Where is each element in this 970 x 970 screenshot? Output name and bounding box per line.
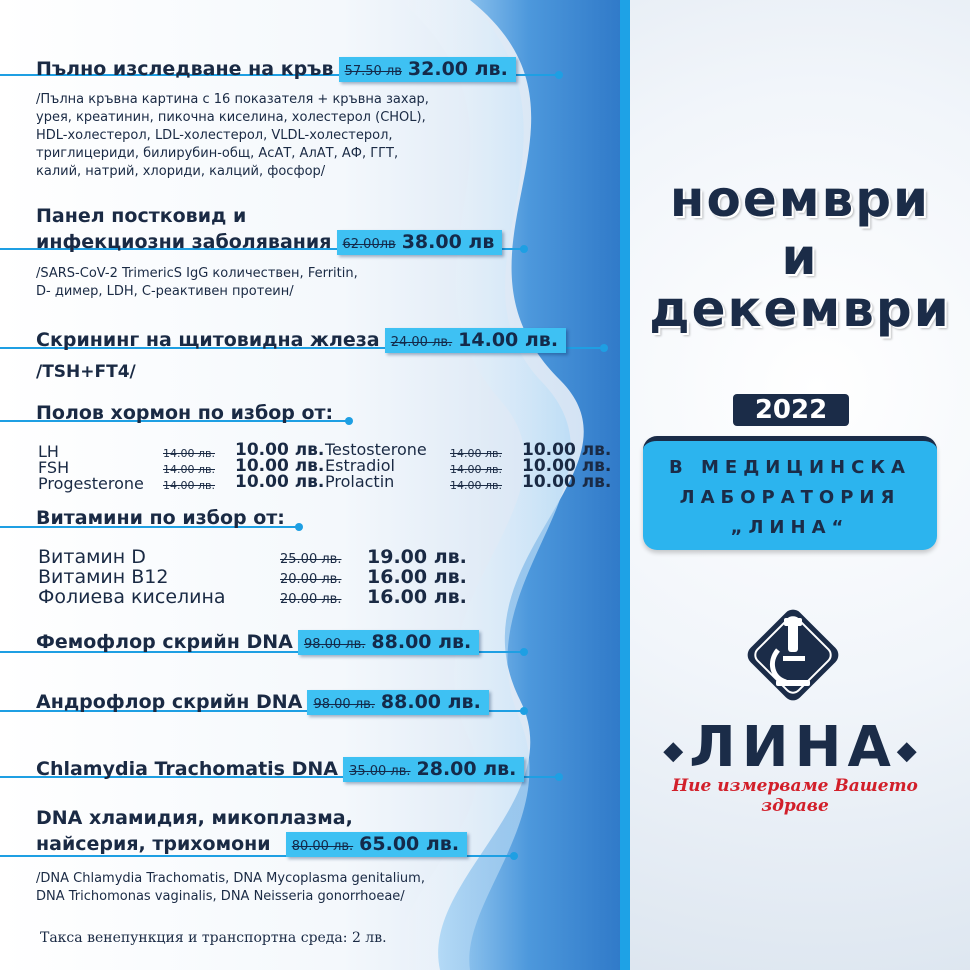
- lab-line: В МЕДИЦИНСКА: [669, 457, 911, 478]
- microscope-logo-icon: [738, 600, 848, 710]
- brand-slogan: Ние измерваме Вашето здраве: [672, 776, 918, 816]
- old-price: 14.00 лв.: [163, 447, 215, 460]
- old-price: 62.00лв: [342, 237, 396, 252]
- promo-month-2: декември: [649, 280, 951, 338]
- desc-line: HDL-холестерол, LDL-холестерол, VLDL-холестерол,: [36, 128, 393, 143]
- vitamin-name: Витамин B12: [38, 566, 169, 588]
- price-tag: [337, 230, 503, 255]
- footer-note: Такса венепункция и транспортна среда: 2 лв.: [40, 930, 387, 946]
- old-price: 20.00 лв.: [280, 572, 342, 587]
- desc-line: урея, креатинин, пикочна киселина, холестерол (CHOL),: [36, 110, 426, 125]
- new-price: 10.00 лв.: [235, 472, 325, 492]
- offer-thyroid: [36, 328, 566, 353]
- offer-title: найсерия, трихомони: [36, 833, 271, 855]
- new-price: 65.00 лв.: [359, 833, 460, 855]
- new-price: 88.00 лв.: [371, 631, 472, 653]
- offer-desc: /TSH+FT4/: [36, 362, 136, 382]
- desc-line: /SARS-CoV-2 TrimericS IgG количествен, Ferritin,: [36, 266, 358, 281]
- year-badge: 2022: [733, 394, 849, 426]
- desc-line: /Пълна кръвна картина с 16 показателя + кръвна захар,: [36, 92, 429, 107]
- offer-title: Фемофлор скрийн DNA: [36, 631, 293, 653]
- desc-line: калий, натрий, хлориди, калций, фосфор/: [36, 164, 326, 179]
- offer-title: Пълно изследване на кръв: [36, 58, 334, 80]
- hormone-name: LH: [38, 442, 59, 461]
- new-price: 10.00 лв.: [235, 440, 325, 460]
- vitamin-name: Витамин D: [38, 546, 146, 568]
- old-price: 98.00 лв.: [313, 697, 375, 712]
- lab-banner: [643, 436, 937, 550]
- old-price: 35.00 лв.: [349, 764, 411, 779]
- promo-month-1: ноември: [669, 170, 931, 228]
- offer-desc: [36, 870, 425, 906]
- offer-title: DNA хламидия, микоплазма,: [36, 807, 353, 829]
- old-price: 80.00 лв.: [291, 839, 354, 854]
- desc-line: /DNA Chlamydia Trachomatis, DNA Mycoplasma genitalium,: [36, 871, 425, 886]
- hormone-name: Prolactin: [325, 472, 395, 491]
- new-price: 10.00 лв.: [522, 440, 612, 460]
- offer-blood-test: [36, 57, 516, 82]
- diamond-icon: ◆: [663, 735, 690, 766]
- offer-postcovid: [36, 230, 502, 255]
- old-price: 14.00 лв.: [163, 463, 215, 476]
- offer-title: Полов хормон по избор от:: [36, 402, 334, 424]
- offer-femoflor: [36, 630, 479, 655]
- offer-androflor: [36, 690, 489, 715]
- new-price: 16.00 лв.: [367, 566, 467, 588]
- old-price: 14.00 лв.: [450, 463, 502, 476]
- offer-title: инфекциозни заболявания: [36, 231, 332, 253]
- offer-title: Панел постковид и: [36, 205, 247, 227]
- offer-title: Витамини по избор от:: [36, 507, 285, 529]
- lab-line: ЛАБОРАТОРИЯ: [679, 487, 901, 508]
- price-tag: [307, 690, 488, 715]
- new-price: 88.00 лв.: [380, 691, 481, 713]
- old-price: 20.00 лв.: [280, 592, 342, 607]
- new-price: 38.00 лв: [401, 231, 495, 253]
- new-price: 10.00 лв.: [522, 456, 612, 476]
- brand-name: ЛИНА: [689, 715, 897, 780]
- offer-dna-panel: [36, 832, 467, 857]
- old-price: 98.00 лв.: [303, 637, 366, 652]
- price-tag: [339, 57, 516, 82]
- new-price: 16.00 лв.: [367, 586, 467, 608]
- new-price: 32.00 лв.: [407, 58, 508, 80]
- old-price: 14.00 лв.: [450, 479, 502, 492]
- old-price: 14.00 лв.: [450, 447, 502, 460]
- brand-logo: [648, 715, 938, 780]
- new-price: 28.00 лв.: [416, 758, 517, 780]
- old-price: 24.00 лв.: [390, 335, 453, 350]
- diamond-icon: ◆: [896, 735, 923, 766]
- old-price: 57.50 лв: [344, 64, 402, 79]
- price-tag: [385, 328, 566, 353]
- price-tag: [286, 832, 467, 857]
- hormone-name: FSH: [38, 458, 70, 477]
- desc-line: триглицериди, билирубин-общ, АсАТ, АлАТ, АФ, ГГТ,: [36, 146, 399, 161]
- price-tag: [343, 757, 524, 782]
- vitamin-name: Фолиева киселина: [38, 586, 226, 608]
- new-price: 14.00 лв.: [458, 329, 559, 351]
- new-price: 10.00 лв.: [522, 472, 612, 492]
- offer-desc: [36, 265, 358, 301]
- hormone-name: Testosterone: [325, 440, 427, 459]
- offer-desc: [36, 91, 429, 181]
- desc-line: DNA Trichomonas vaginalis, DNA Neisseria gonorrhoeae/: [36, 889, 405, 904]
- new-price: 19.00 лв.: [367, 546, 467, 568]
- promo-and: и: [781, 228, 819, 286]
- old-price: 14.00 лв.: [163, 479, 215, 492]
- lab-line: „ЛИНА“: [730, 517, 850, 538]
- desc-line: D- димер, LDH, C-реактивен протеин/: [36, 284, 294, 299]
- hormone-name: Estradiol: [325, 456, 395, 475]
- price-tag: [298, 630, 479, 655]
- divider-bar: [620, 0, 630, 970]
- offer-chlamydia: [36, 757, 524, 782]
- offer-title: Скрининг на щитовидна жлеза: [36, 329, 380, 351]
- offer-title: Chlamydia Trachomatis DNA: [36, 758, 338, 780]
- offer-title: Андрофлор скрийн DNA: [36, 691, 303, 713]
- new-price: 10.00 лв.: [235, 456, 325, 476]
- old-price: 25.00 лв.: [280, 552, 342, 567]
- hormone-name: Progesterone: [38, 474, 144, 493]
